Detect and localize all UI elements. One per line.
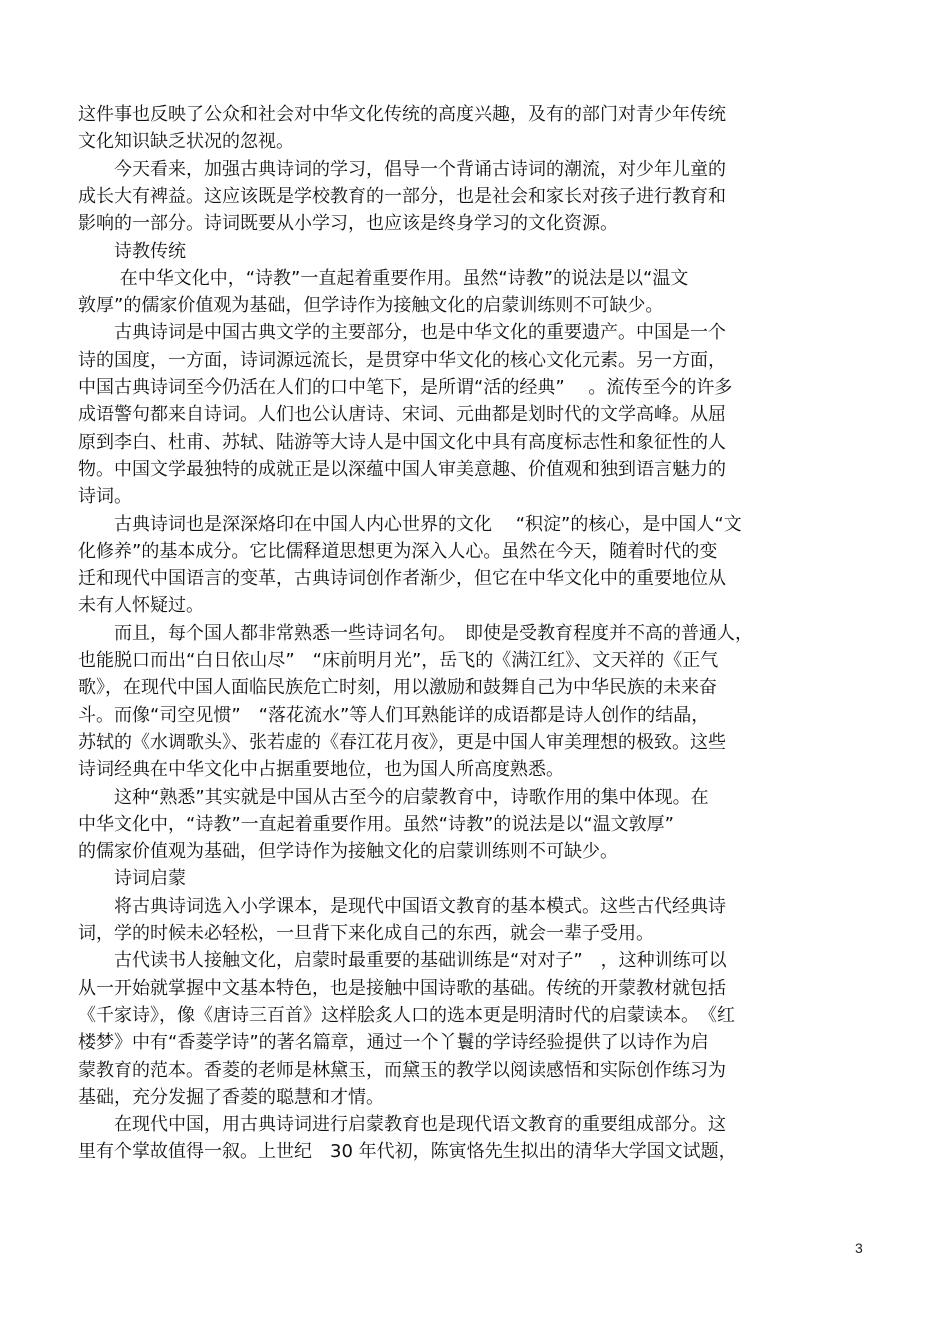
text-line: 词，学的时候未必轻松，一旦背下来化成自己的东西，就会一辈子受用。 (78, 923, 654, 944)
text-line: 成长大有裨益。这应该既是学校教育的一部分，也是社会和家长对孩子进行教育和 (78, 186, 726, 207)
text-line: 古典诗词是中国古典文学的主要部分，也是中华文化的重要遗产。中国是一个 (78, 322, 726, 343)
text-line: 原到李白、杜甫、苏轼、陆游等大诗人是中国文化中具有高度标志性和象征性的人 (78, 432, 726, 453)
page-number: 3 (855, 1240, 863, 1256)
text-line: 敦厚”的儒家价值观为基础，但学诗作为接触文化的启蒙训练则不可缺少。 (78, 295, 664, 316)
text-line: 诗教传统 (78, 241, 186, 262)
text-line: 物。中国文学最独特的成就正是以深蕴中国人审美意趣、价值观和独到语言魅力的 (78, 459, 726, 480)
text-line: 而且，每个国人都非常熟悉一些诗词名句。 即使是受教育程度并不高的普通人， (78, 623, 753, 644)
text-line: 影响的一部分。诗词既要从小学习，也应该是终身学习的文化资源。 (78, 213, 618, 234)
text-line: 《千家诗》，像《唐诗三百首》这样脍炙人口的选本更是明清时代的启蒙读本。 《红 (78, 1005, 735, 1026)
text-line: 诗词启蒙 (78, 868, 186, 889)
text-line: 诗词经典在中华文化中占据重要地位，也为国人所高度熟悉。 (78, 759, 564, 780)
text-line: 文化知识缺乏状况的忽视。 (78, 131, 294, 152)
text-line: 斗。而像“司空见惯” “落花流水”等人们耳熟能详的成语都是诗人创作的结晶， (78, 705, 710, 726)
text-line: 蒙教育的范本。香菱的老师是林黛玉，而黛玉的教学以阅读感悟和实际创作练习为 (78, 1060, 726, 1081)
text-line: 将古典诗词选入小学课本，是现代中国语文教育的基本模式。这些古代经典诗 (78, 896, 726, 917)
text-line: 苏轼的《水调歌头》、张若虚的《春江花月夜》，更是中国人审美理想的极致。这些 (78, 732, 726, 753)
text-line: 歌》，在现代中国人面临民族危亡时刻，用以激励和鼓舞自己为中华民族的未来奋 (78, 677, 717, 698)
text-line: 中国古典诗词至今仍活在人们的口中笔下，是所谓“活的经典” 。流传至今的许多 (78, 377, 733, 398)
text-line: 中华文化中，“诗教”一直起着重要作用。虽然“诗教”的说法是以“温文敦厚” (78, 814, 674, 835)
text-line: 这种“熟悉”其实就是中国从古至今的启蒙教育中，诗歌作用的集中体现。在 (78, 787, 709, 808)
text-line: 未有人怀疑过。 (78, 595, 204, 616)
text-line: 古代读书人接触文化，启蒙时最重要的基础训练是“对对子” ，这种训练可以 (78, 950, 727, 971)
text-line: 今天看来，加强古典诗词的学习，倡导一个背诵古诗词的潮流，对少年儿童的 (78, 159, 726, 180)
text-line: 诗的国度，一方面，诗词源远流长，是贯穿中华文化的核心文化元素。另一方面， (78, 350, 726, 371)
text-line: 这件事也反映了公众和社会对中华文化传统的高度兴趣，及有的部门对青少年传统 (78, 104, 726, 125)
text-line: 基础，充分发掘了香菱的聪慧和才情。 (78, 1087, 384, 1108)
text-line: 的儒家价值观为基础，但学诗作为接触文化的启蒙训练则不可缺少。 (78, 841, 618, 862)
text-line: 从一开始就掌握中文基本特色，也是接触中国诗歌的基础。传统的开蒙教材就包括 (78, 978, 726, 999)
text-line: 楼梦》中有“香菱学诗”的著名篇章，通过一个丫鬟的学诗经验提供了以诗作为启 (78, 1032, 709, 1053)
text-line: 在中华文化中，“诗教”一直起着重要作用。虽然“诗教”的说法是以“温文 (78, 268, 689, 289)
text-line: 成语警句都来自诗词。人们也公认唐诗、宋词、元曲都是划时代的文学高峰。从屈 (78, 404, 726, 425)
text-line: 诗词。 (78, 486, 132, 507)
text-line: 在现代中国，用古典诗词进行启蒙教育也是现代语文教育的重要组成部分。这 (78, 1114, 726, 1135)
text-line: 化修养”的基本成分。它比儒释道思想更为深入人心。虽然在今天，随着时代的变 (78, 541, 718, 562)
text-line: 古典诗词也是深深烙印在中国人内心世界的文化 “积淀”的核心，是中国人“文 (78, 514, 742, 535)
text-line: 里有个掌故值得一叙。上世纪 30 年代初，陈寅恪先生拟出的清华大学国文试题， (78, 1141, 737, 1162)
text-line: 也能脱口而出“白日依山尽” “床前明月光”，岳飞的《满江红》、文天祥的《正气 (78, 650, 719, 671)
text-line: 迁和现代中国语言的变革，古典诗词创作者渐少，但它在中华文化中的重要地位从 (78, 568, 726, 589)
